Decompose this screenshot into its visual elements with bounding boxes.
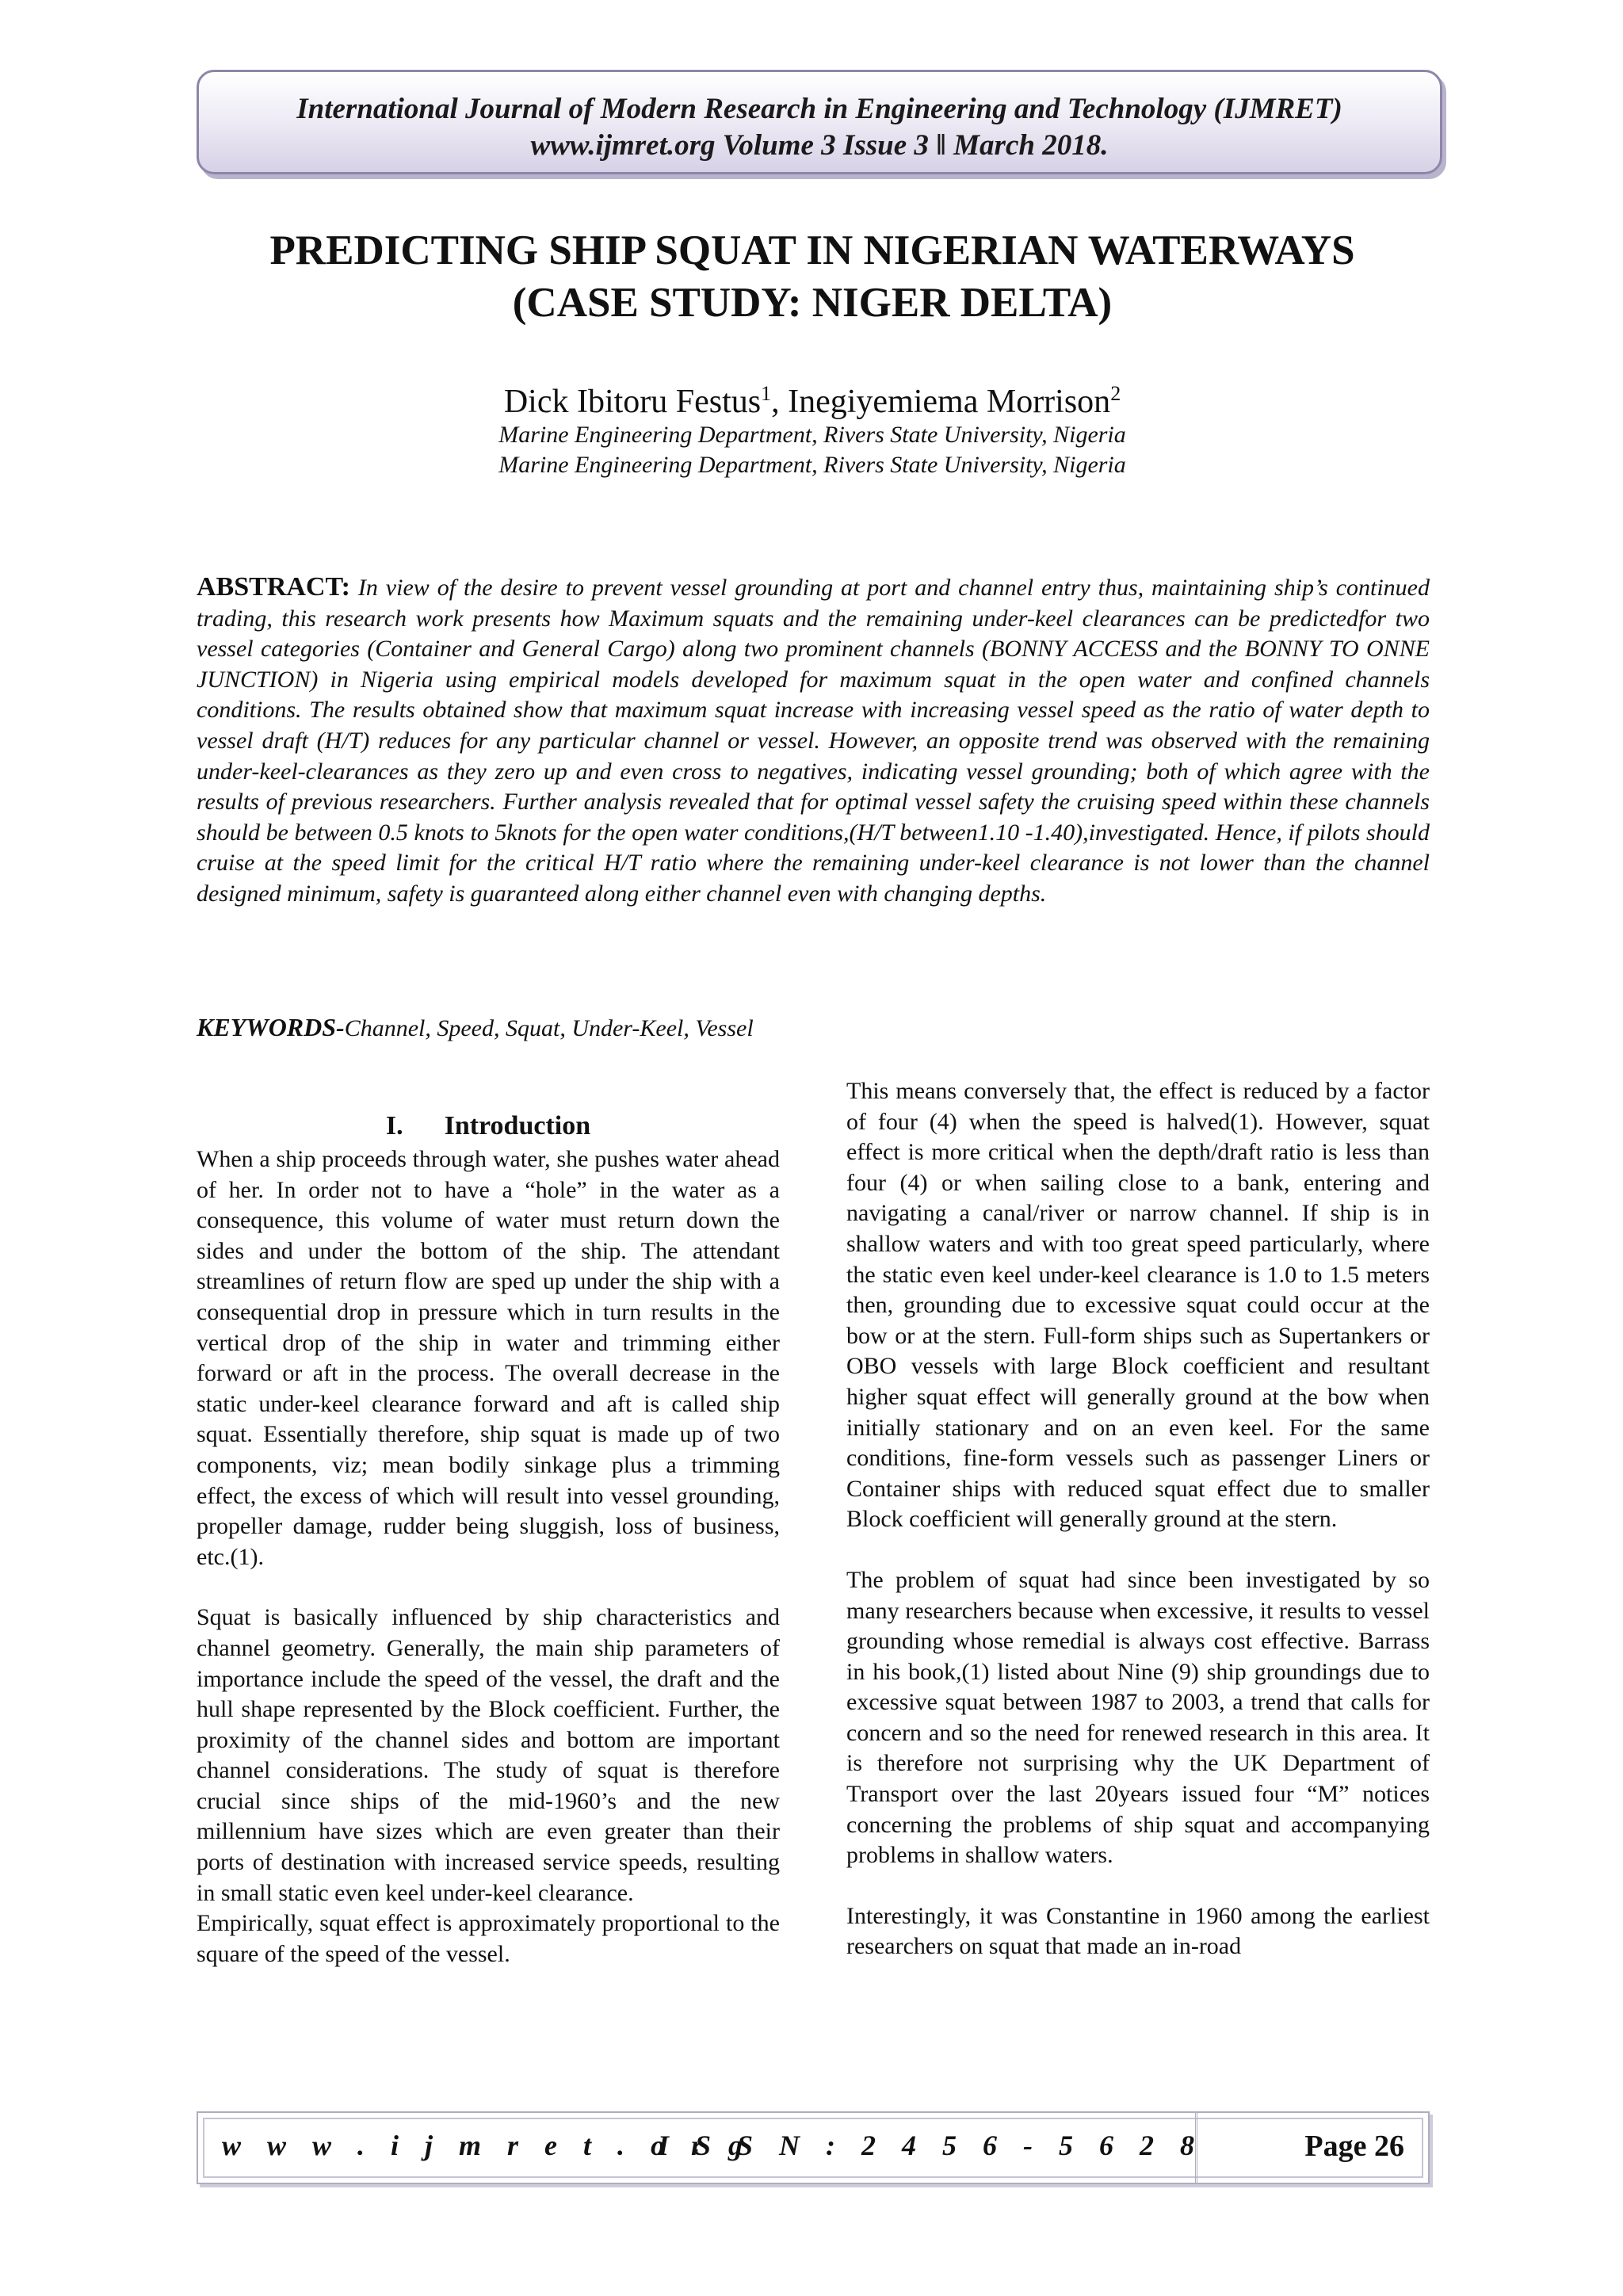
section-title: Introduction [444,1111,591,1140]
author-2-affil-mark: 2 [1110,382,1121,405]
affiliation-2: Marine Engineering Department, Rivers State University, Nigeria [498,452,1126,478]
author-2: Inegiyemiema Morrison [788,384,1111,420]
intro-paragraph-1: When a ship proceeds through water, she pushes water ahead of her. In order not to have a “hole” in the water as a consequence, this volume of water must return down the sides and under the bottom of the ship. The attendant streamlines of return flow are sped up under the ship with a consequential drop in pressure which in turn results in the vertical drop of the ship in water and trimming either forward or aft in the process. The overall decrease in the static under-keel clearance forward and aft is called ship squat. Essentially therefore, ship squat is made up of two components, viz; mean bodily sinkage plus a trimming effect, the excess of which will result into vessel grounding, propeller damage, rudder being sluggish, loss of business, etc.(1). [197,1146,780,1570]
abstract-text: In view of the desire to prevent vessel grounding at port and channel entry thus, maintaining ship’s continued trading, this research work presents how Maximum squats and the remaining under-keel clearances can be predictedfor two vessel categories (Container and General Cargo) along two prominent channels (BONNY ACCESS and the BONNY TO ONNE JUNCTION) in Nigeria using empirical models developed for maximum squat in the open water and confined channels conditions. The results obtained show that maximum squat increase with increasing vessel speed as the ratio of water depth to vessel draft (H/T) reduces for any particular channel or vessel. However, an opposite trend was observed with the remaining under-keel-clearances as they zero up and even cross to negatives, indicating vessel grounding; both of which agree with the results of previous researchers. Further analysis revealed that for optimal vessel safety the cruising speed within these channels should be between 0.5 knots to 5knots for the open water conditions,(H/T between1.10 -1.40),investigated. Hence, if pilots should cruise at the speed limit for the critical H/T ratio where the remaining under-keel clearance is not lower than the channel designed minimum, safety is guaranteed along either channel even with changing depths. [197,575,1430,907]
intro-paragraph-3: Empirically, squat effect is approximately proportional to the square of the speed of the vessel. [197,1910,780,1967]
page-footer [197,2111,1430,2184]
title-line-2: (CASE STUDY: NIGER DELTA) [512,280,1113,326]
affiliation-1: Marine Engineering Department, Rivers State University, Nigeria [498,422,1126,448]
footer-website: w w w . i j m r e t . o r g [222,2130,753,2161]
keywords-value: Channel, Speed, Squat, Under-Keel, Vessel [344,1015,754,1041]
intro-paragraph-4: This means conversely that, the effect is reduced by a factor of four (4) when the speed is halved(1). However, squat effect is more critical when the depth/draft ratio is less than four (4) or when sailing close to a bank, entering and navigating a canal/river or narrow channel. If ship is in shallow waters and with too great speed particularly, where the static even keel under-keel clearance is 1.0 to 1.5 meters then, grounding due to excessive squat could occur at the bow or at the stern. Full-form ships such as Supertankers or OBO vessels with large Block coefficient and resultant higher squat effect will generally ground at the bow when initially stationary and on an even keel. For the same conditions, fine-form vessels such as passenger Liners or Container ships with reduced squat effect due to smaller Block coefficient will generally ground at the stern. [846,1078,1430,1533]
journal-name: International Journal of Modern Research in Engineering and Technology (IJMRET) [296,93,1342,125]
section-number: I. [385,1111,403,1140]
paper-title [158,224,1466,329]
footer-divider [1195,2113,1197,2183]
intro-paragraph-5: The problem of squat had since been investigated by so many researchers because when excessive, it results to vessel grounding whose remedial is always cost effective. Barrass in his book,(1) listed about Nine (9) ship groundings due to excessive squat between 1987 to 2003, a trend that calls for concern and so the need for renewed research in this area. It is therefore not surprising why the UK Department of Transport over the last 20years issued four “M” notices concerning the problems of ship squat and accompanying problems in shallow waters. [846,1566,1430,1869]
author-list [158,372,1466,423]
author-1-affil-mark: 1 [761,382,772,405]
right-column [846,1076,1430,1962]
abstract [197,572,1430,910]
intro-paragraph-2: Squat is basically influenced by ship characteristics and channel geometry. Generally, the main ship parameters of importance include the speed of the vessel, the draft and the hull shape represented by the Block coefficient. Further, the proximity of the channel sides and bottom are important channel considerations. The study of squat is therefore crucial since ships of the mid-1960’s and the new millennium have sizes which are even greater than their ports of destination with increased service speeds, resulting in small static even keel under-keel clearance. [197,1604,780,1906]
footer-page-number: Page 26 [1304,2130,1404,2163]
left-column [197,1144,780,1969]
journal-header [197,70,1442,174]
abstract-label: ABSTRACT: [197,572,350,602]
footer-issn: I S S N : 2 4 5 6 - 5 6 2 8 [658,2130,1205,2161]
intro-paragraph-6: Interestingly, it was Constantine in 1960 among the earliest researchers on squat that made an in-road [846,1902,1430,1960]
author-1: Dick Ibitoru Festus [503,384,762,420]
author-separator: , [771,384,789,420]
journal-issue: www.ijmret.org Volume 3 Issue 3 ǁ March 2018. [530,129,1109,162]
keywords [197,1012,1430,1044]
title-line-1: PREDICTING SHIP SQUAT IN NIGERIAN WATERWAYS [269,227,1355,273]
section-heading-introduction [197,1110,780,1143]
keywords-label: KEYWORDS- [197,1013,345,1041]
